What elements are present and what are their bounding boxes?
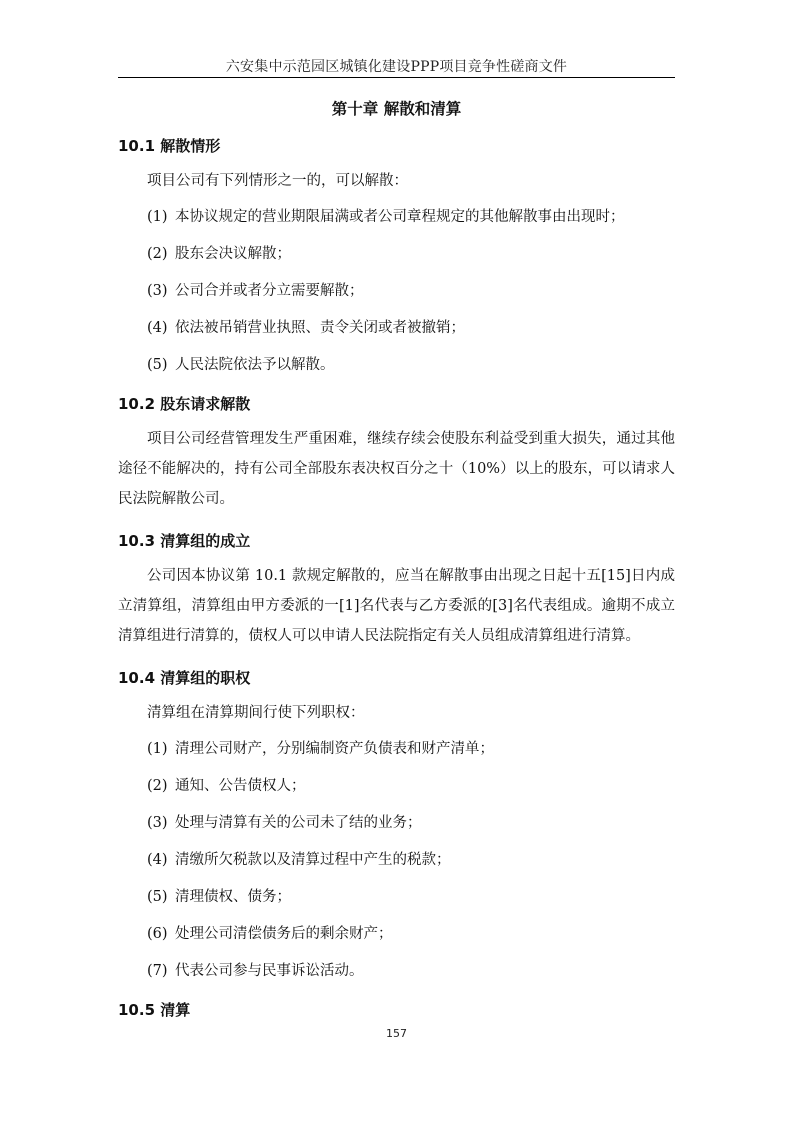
chapter-title: 第十章 解散和清算 (331, 100, 462, 118)
list-item: (2) 股东会决议解散； (147, 246, 291, 262)
section-paragraph-10-3: 公司因本协议第 10.1 款规定解散的，应当在解散事由出现之日起十五[15]日内成立清算组，清算组由甲方委派的一[1]名代表与乙方委派的[3]名代表组成。逾期不成立清算组进行清算的，债权人可以申请人民法院指定有关人员组成清算组进行清算。 (118, 568, 675, 644)
list-item: (3) 处理与清算有关的公司未了结的业务； (147, 815, 422, 831)
section-intro-10-4: 清算组在清算期间行使下列职权： (147, 705, 365, 721)
list-item: (1) 清理公司财产，分别编制资产负债表和财产清单； (147, 741, 494, 757)
section-heading-10-4: 10.4 清算组的职权 (118, 669, 251, 687)
section-paragraph-10-2: 项目公司经营管理发生严重困难，继续存续会使股东利益受到重大损失，通过其他途径不能解决的，持有公司全部股东表决权百分之十（10%）以上的股东，可以请求人民法院解散公司。 (118, 431, 675, 507)
running-header: 六安集中示范园区城镇化建设PPP项目竞争性磋商文件 (225, 59, 568, 75)
page-content (118, 92, 675, 1030)
list-item: (5) 清理债权、债务； (147, 889, 291, 905)
section-heading-10-3: 10.3 清算组的成立 (118, 532, 251, 550)
list-item: (4) 依法被吊销营业执照、责令关闭或者被撤销； (147, 320, 465, 336)
list-item: (1) 本协议规定的营业期限届满或者公司章程规定的其他解散事由出现时； (147, 209, 625, 225)
section-heading-10-5: 10.5 清算 (118, 1001, 191, 1019)
list-item: (3) 公司合并或者分立需要解散； (147, 283, 364, 299)
section-heading-10-1: 10.1 解散情形 (118, 137, 221, 155)
list-item: (6) 处理公司清偿债务后的剩余财产； (147, 926, 393, 942)
list-item: (2) 通知、公告债权人； (147, 778, 306, 794)
header-divider (118, 77, 675, 78)
list-item: (7) 代表公司参与民事诉讼活动。 (147, 963, 364, 979)
list-item: (5) 人民法院依法予以解散。 (147, 357, 335, 373)
section-heading-10-2: 10.2 股东请求解散 (118, 395, 251, 413)
section-intro-10-1: 项目公司有下列情形之一的，可以解散： (147, 173, 408, 189)
page-number: 157 (386, 1027, 407, 1040)
list-item: (4) 清缴所欠税款以及清算过程中产生的税款； (147, 852, 451, 868)
